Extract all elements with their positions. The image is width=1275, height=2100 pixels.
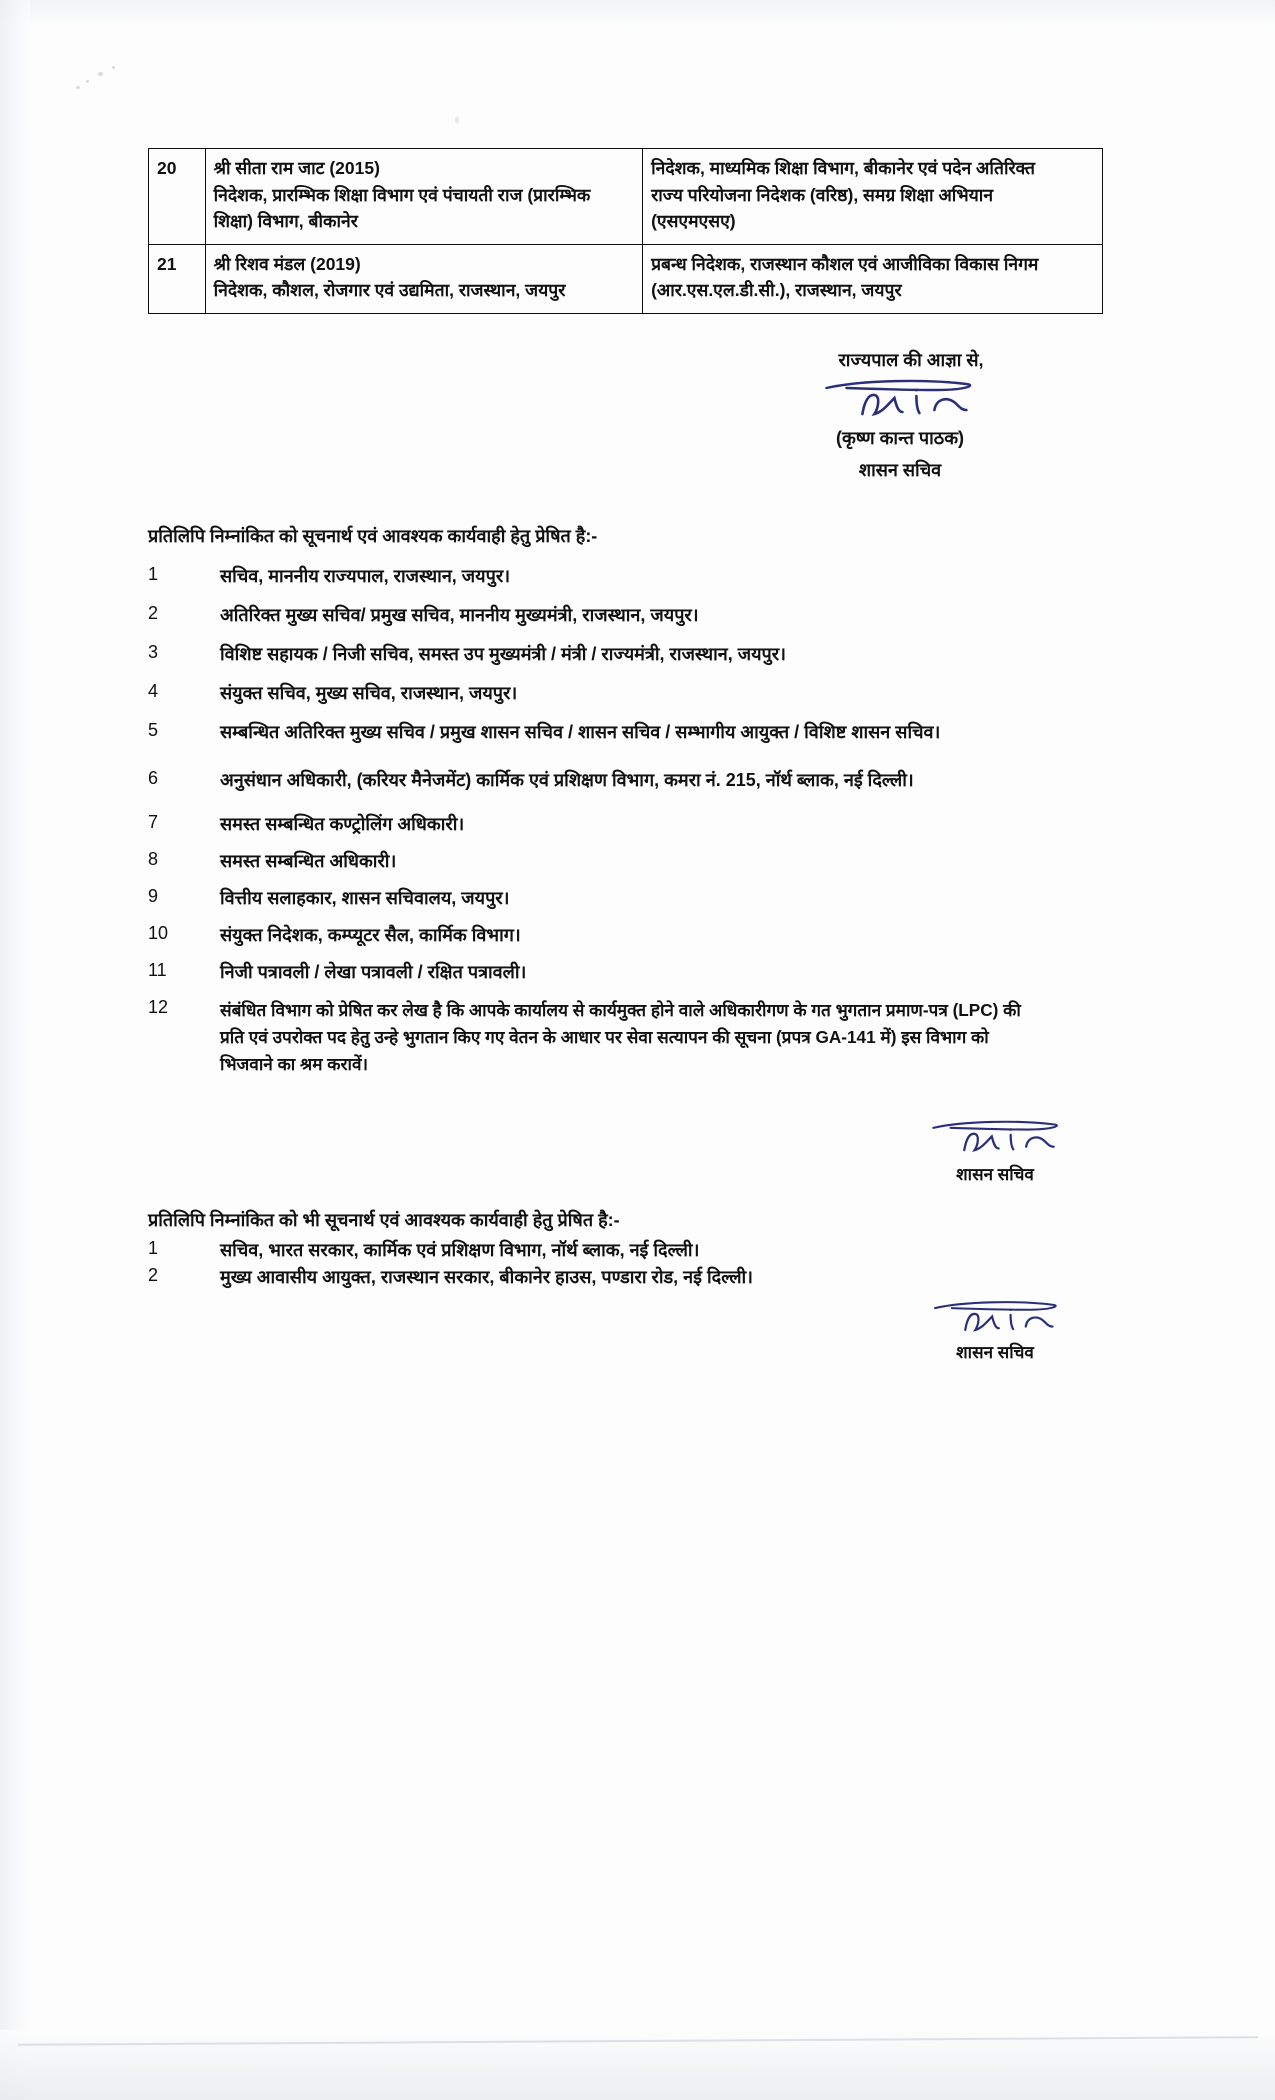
by-order-of-governor-text: राज्यपाल की आज्ञा से, bbox=[838, 350, 984, 370]
row-present-posting bbox=[205, 244, 642, 313]
copy-section-1-heading: प्रतिलिपि निम्नांकित को सूचनार्थ एवं आवश्यक कार्यवाही हेतु प्रेषित है:- bbox=[148, 526, 598, 546]
list-item-line: समस्त सम्बन्धित अधिकारी। bbox=[220, 851, 397, 871]
list-item-line: संबंधित विभाग को प्रेषित कर लेख है कि आपके कार्यालय से कार्यमुक्त होने वाले अधिकारीगण के गत भुगतान प्रमाण-पत्र (LPC) की bbox=[220, 1000, 1021, 1020]
list-item-text bbox=[220, 1265, 1148, 1289]
list-item-number: 7 bbox=[148, 812, 159, 832]
posting-line: निदेशक, माध्यमिक शिक्षा विभाग, बीकानेर एवं पदेन अतिरिक्त bbox=[651, 158, 1035, 178]
present-line: निदेशक, प्रारम्भिक शिक्षा विभाग एवं पंचायती राज (प्रारम्भिक bbox=[213, 184, 591, 205]
row-new-posting bbox=[643, 149, 1103, 245]
list-item-text bbox=[220, 923, 1148, 947]
signatory-name: (कृष्ण कान्त पाठक) bbox=[835, 428, 965, 448]
posting-line: राज्य परियोजना निदेशक (वरिष्ठ), समग्र शिक्षा अभियान bbox=[651, 184, 994, 205]
signature-block-section-1 bbox=[880, 1110, 1110, 1185]
list-item-line: निजी पत्रावली / लेखा पत्रावली / रक्षित पत्रावली। bbox=[220, 962, 527, 982]
table-row bbox=[149, 149, 1103, 245]
present-line: श्री रिशव मंडल (2019) bbox=[213, 253, 361, 274]
list-item-text bbox=[220, 997, 1148, 1079]
list-item-line: अतिरिक्त मुख्य सचिव/ प्रमुख सचिव, माननीय मुख्यमंत्री, राजस्थान, जयपुर। bbox=[220, 605, 699, 625]
list-item-line: अनुसंधान अधिकारी, (करियर मैनेजमेंट) कार्मिक एवं प्रशिक्षण विभाग, कमरा नं. 215, नॉर्थ ब्लाक, नई दिल्ली। bbox=[220, 770, 914, 790]
signature-area-primary bbox=[700, 372, 1100, 424]
row-new-posting bbox=[643, 244, 1103, 313]
list-item-line: संयुक्त सचिव, मुख्य सचिव, राजस्थान, जयपुर। bbox=[220, 683, 518, 703]
scan-edge-top bbox=[0, 0, 1275, 26]
copy-section-1-list bbox=[148, 564, 1148, 1079]
list-item-number: 11 bbox=[148, 960, 167, 980]
table-row bbox=[149, 244, 1103, 313]
list-item-number: 1 bbox=[148, 1238, 159, 1258]
signatory-designation: शासन सचिव bbox=[858, 460, 942, 480]
list-item bbox=[148, 564, 1148, 588]
copy-section-2-heading: प्रतिलिपि निम्नांकित को भी सूचनार्थ एवं आवश्यक कार्यवाही हेतु प्रेषित है:- bbox=[148, 1210, 620, 1230]
scan-speck bbox=[455, 116, 459, 124]
list-item-number: 4 bbox=[148, 681, 159, 701]
row-serial-number: 20 bbox=[149, 149, 206, 245]
list-item bbox=[148, 642, 1148, 666]
present-line: निदेशक, कौशल, रोजगार एवं उद्यमिता, राजस्थान, जयपुर bbox=[213, 280, 566, 301]
list-item-text bbox=[220, 603, 1148, 627]
row-serial-number: 21 bbox=[149, 244, 206, 313]
handwritten-signature-icon bbox=[816, 374, 1006, 428]
copy-section-2-list bbox=[148, 1238, 1148, 1292]
list-item-text bbox=[220, 849, 1148, 873]
list-item bbox=[148, 812, 1148, 836]
list-item-number: 6 bbox=[148, 768, 159, 788]
list-item-number: 9 bbox=[148, 886, 159, 906]
list-item-number: 5 bbox=[148, 720, 159, 740]
scan-speck bbox=[98, 72, 103, 76]
list-item-text bbox=[220, 1238, 1148, 1262]
list-item bbox=[148, 923, 1148, 947]
signatory-designation: शासन सचिव bbox=[956, 1343, 1034, 1362]
list-item bbox=[148, 849, 1148, 873]
posting-line: प्रबन्ध निदेशक, राजस्थान कौशल एवं आजीविका विकास निगम bbox=[651, 253, 1039, 274]
scan-speck bbox=[86, 80, 89, 83]
list-item bbox=[148, 603, 1148, 627]
list-item-number: 1 bbox=[148, 564, 159, 584]
list-item-number: 3 bbox=[148, 642, 159, 662]
list-item bbox=[148, 960, 1148, 984]
list-item-line: संयुक्त निदेशक, कम्प्यूटर सैल, कार्मिक विभाग। bbox=[220, 925, 521, 945]
list-item-text bbox=[220, 960, 1148, 984]
row-present-posting bbox=[205, 149, 642, 245]
list-item-number: 2 bbox=[148, 603, 159, 623]
list-item-line: भिजवाने का श्रम करावें। bbox=[220, 1054, 369, 1075]
handwritten-signature-icon bbox=[927, 1296, 1087, 1341]
list-item bbox=[148, 681, 1148, 705]
list-item bbox=[148, 997, 1148, 1079]
list-item-text bbox=[220, 812, 1148, 836]
list-item-text bbox=[220, 564, 1148, 588]
list-item-number: 2 bbox=[148, 1265, 159, 1285]
present-line: शिक्षा) विभाग, बीकानेर bbox=[213, 211, 358, 232]
list-item-number: 12 bbox=[148, 997, 169, 1017]
list-item-line: सम्बन्धित अतिरिक्त मुख्य सचिव / प्रमुख शासन सचिव / शासन सचिव / सम्भागीय आयुक्त / विशिष्ट शासन सचिव। bbox=[220, 722, 941, 742]
list-item bbox=[148, 720, 1148, 744]
list-item-line: समस्त सम्बन्धित कण्ट्रोलिंग अधिकारी। bbox=[220, 814, 465, 834]
order-signature-block bbox=[700, 348, 1100, 482]
scan-speck bbox=[76, 86, 80, 89]
list-item-line: मुख्य आवासीय आयुक्त, राजस्थान सरकार, बीकानेर हाउस, पण्डारा रोड, नई दिल्ली। bbox=[220, 1267, 754, 1287]
list-item-line: विशिष्ट सहायक / निजी सचिव, समस्त उप मुख्यमंत्री / मंत्री / राज्यमंत्री, राजस्थान, जयपुर। bbox=[220, 644, 786, 664]
list-item-text bbox=[220, 642, 1148, 666]
list-item-line: सचिव, भारत सरकार, कार्मिक एवं प्रशिक्षण विभाग, नॉर्थ ब्लाक, नई दिल्ली। bbox=[220, 1240, 700, 1260]
list-item bbox=[148, 768, 1148, 792]
signatory-designation: शासन सचिव bbox=[956, 1165, 1034, 1184]
list-item bbox=[148, 1238, 1148, 1262]
list-item-text bbox=[220, 886, 1148, 910]
list-item-text bbox=[220, 681, 1148, 705]
posting-line: (एसएमएसए) bbox=[651, 211, 736, 232]
list-item-line: वित्तीय सलाहकार, शासन सचिवालय, जयपुर। bbox=[220, 888, 510, 908]
present-line: श्री सीता राम जाट (2015) bbox=[213, 158, 380, 178]
signature-block-section-2 bbox=[880, 1290, 1110, 1363]
signature-area-secondary bbox=[880, 1110, 1110, 1154]
list-item-line: सचिव, माननीय राज्यपाल, राजस्थान, जयपुर। bbox=[220, 566, 511, 586]
posting-table bbox=[148, 148, 1103, 314]
list-item-text bbox=[220, 768, 1148, 792]
handwritten-signature-icon bbox=[925, 1116, 1088, 1162]
list-item bbox=[148, 1265, 1148, 1289]
list-item-number: 10 bbox=[148, 923, 169, 943]
list-item bbox=[148, 886, 1148, 910]
list-item-number: 8 bbox=[148, 849, 159, 869]
scan-edge-left bbox=[0, 0, 30, 2100]
signature-area-tertiary bbox=[880, 1290, 1110, 1332]
posting-line: (आर.एस.एल.डी.सी.), राजस्थान, जयपुर bbox=[651, 280, 902, 301]
list-item-text bbox=[220, 720, 1148, 744]
scan-speck bbox=[112, 66, 115, 69]
list-item-line: प्रति एवं उपरोक्त पद हेतु उन्हे भुगतान किए गए वेतन के आधार पर सेवा सत्यापन की सूचना (प्रपत्र GA-141 में) इस विभाग को bbox=[220, 1027, 989, 1048]
